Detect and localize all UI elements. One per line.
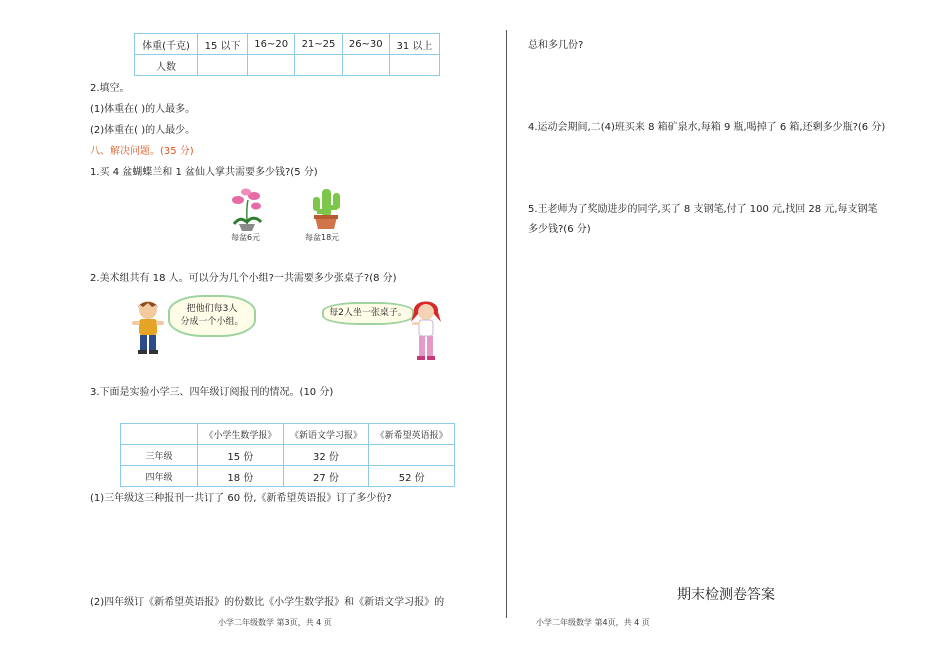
answer-title: 期末检测卷答案 [677, 587, 775, 603]
table-cell: 体重(千克) [135, 34, 198, 55]
fill-title: 2.填空。 [90, 83, 130, 94]
table-row [121, 445, 455, 466]
table-cell [389, 55, 439, 76]
table-cell: 32 份 [283, 445, 369, 466]
orchid-price-label: 每盆6元 [231, 233, 261, 242]
boy-illustration [130, 298, 166, 356]
problem-5-line-2: 多少钱?(6 分) [528, 224, 591, 235]
table-cell: 人数 [135, 55, 198, 76]
table-cell [295, 55, 342, 76]
table-row [121, 466, 455, 487]
table-cell: 《新希望英语报》 [369, 424, 455, 445]
cactus-image [308, 183, 344, 231]
footer-right: 小学二年级数学 第4页，共 4 页 [536, 618, 650, 627]
table-cell: 16~20 [248, 34, 295, 55]
table-cell: 《小学生数学报》 [198, 424, 284, 445]
problem-1: 1.买 4 盆蝴蝶兰和 1 盆仙人掌共需要多少钱?(5 分) [90, 167, 318, 178]
table-cell: 《新语文学习报》 [283, 424, 369, 445]
fill-q1: (1)体重在( )的人最多。 [90, 104, 196, 115]
table-cell: 18 份 [198, 466, 284, 487]
problem-5-line-1: 5.王老师为了奖励进步的同学,买了 8 支钢笔,付了 100 元,找回 28 元,每支钢笔 [528, 204, 878, 215]
girl-illustration [408, 298, 444, 362]
cactus-price-label: 每盆18元 [305, 233, 340, 242]
newspaper-table [120, 423, 455, 487]
table-cell [121, 424, 198, 445]
table-cell: 三年级 [121, 445, 198, 466]
problem-3: 3.下面是实验小学三、四年级订阅报刊的情况。(10 分) [90, 387, 334, 398]
table-cell [342, 55, 389, 76]
problem-3-q1: (1)三年级这三种报刊一共订了 60 份,《新希望英语报》订了多少份? [90, 493, 392, 504]
bubble-text: 每2人坐一张桌子。 [329, 308, 407, 318]
table-cell: 27 份 [283, 466, 369, 487]
page-divider [506, 30, 507, 618]
orchid-image [228, 186, 266, 232]
table-cell [369, 445, 455, 466]
problem-3-q2-continued: 总和多几份? [528, 40, 584, 51]
speech-bubble-left [168, 295, 256, 337]
problem-3-q2: (2)四年级订《新希望英语报》的份数比《小学生数学报》和《新语文学习报》的 [90, 597, 445, 608]
speech-bubble-right [322, 302, 414, 325]
table-cell: 21~25 [295, 34, 342, 55]
bubble-line-1: 把他们每3人 [186, 304, 238, 314]
table-row [135, 34, 440, 55]
table-cell: 52 份 [369, 466, 455, 487]
table-cell: 15 份 [198, 445, 284, 466]
table-cell [248, 55, 295, 76]
table-cell: 31 以上 [389, 34, 439, 55]
table-cell: 15 以下 [198, 34, 248, 55]
section-title: 八、解决问题。(35 分) [90, 146, 194, 157]
table-row [121, 424, 455, 445]
table-cell: 四年级 [121, 466, 198, 487]
table-row [135, 55, 440, 76]
bubble-line-2: 分成一个小组。 [180, 317, 244, 327]
table-cell [198, 55, 248, 76]
footer-left: 小学二年级数学 第3页，共 4 页 [218, 618, 332, 627]
table-cell: 26~30 [342, 34, 389, 55]
problem-2: 2.美术组共有 18 人。可以分为几个小组?一共需要多少张桌子?(8 分) [90, 273, 397, 284]
fill-q2: (2)体重在( )的人最少。 [90, 125, 196, 136]
problem-4: 4.运动会期间,二(4)班买来 8 箱矿泉水,每箱 9 瓶,喝掉了 6 箱,还剩多少瓶?(6 分) [528, 122, 886, 133]
weight-table [134, 33, 440, 76]
